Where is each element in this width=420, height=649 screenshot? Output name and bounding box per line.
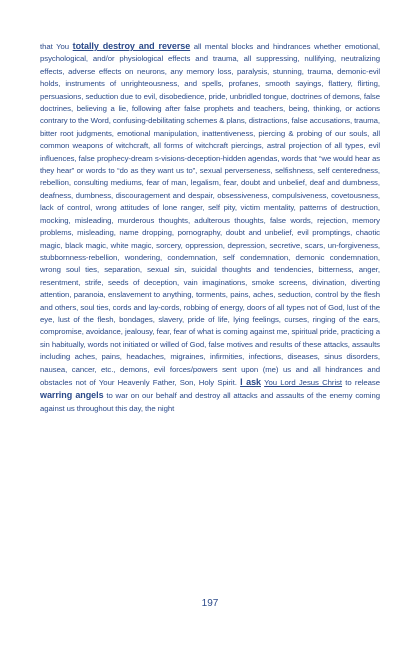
text-segment: to release xyxy=(342,377,380,387)
body-paragraph xyxy=(40,40,380,415)
emphasis-i-ask: I ask xyxy=(240,376,261,387)
text-segment: all mental blocks and hindrances whether emotional, psychological, and/or physiological effects and trauma, all suppressing, nullifying, neutralizing effects, adverse effects on neurons, any memory loss, paralysis, stunning, trauma, demonic-evil holds, instruments of unrighteousness, and spells, profanes, smooth sayings, flattery, flirting, persuasions, seduction due to evil, disobedience, pride, unbridled tongue, doctrines of demons, false doctrines, believing a lie, following after false prophets and teachers, being, thinking, or actions contrary to the Word, confusing-debilitating schemes & plans, distractions, false accusations, trauma, bitter root judgments, emotional manipulation, inattentiveness, piercing & probing of our souls, all common weapons of witchcraft, all forms of witchcraft piercings, astral projection of all types, evil influences, false prophecy-dream s-visions-deception-hidden agendas, words that xyxy=(40,42,380,163)
emphasis-lord-jesus: You Lord Jesus Christ xyxy=(264,377,343,387)
text-segment: to war on our behalf and destroy all attacks and assaults of the enemy coming against us throughout this day, the night xyxy=(40,391,380,413)
emphasis-warring-angels: warring angels xyxy=(40,390,104,401)
page-number: 197 xyxy=(201,598,219,609)
text-segment: that You xyxy=(40,42,73,51)
emphasis-destroy-reverse: totally destroy and reverse xyxy=(72,41,191,51)
text-segment: , sexual perverseness, selfishness, self centeredness, rebellion, consulting mediums, fear of man, legalism, fear, doubt and unbelief, deaf and dumbness, deafness, dumbness, discouragement and despair, obsessiveness, compulsiveness, covetousness, lack of control, wrong attitudes of lone ranger, self pity, victim mentality, patterns of destruction, mocking, misleading, murderous thoughts, adulterous thoughts, false words, rejection, memory problems, misleading, name dropping, pornography, doubt and unbelief, evil promptings, chaotic magic, black magic, white magic, sorcery, oppression, depression, secretive, scars, un-forgiveness, stubbornness-rebellion, wondering, condemnation, self condemnation, demonic condemnation, wrong soul ties, separation, sexual sin, suicidal thoughts and tendencies, bitterness, anger, resentment, strife, seeds of deception, vain imaginations, smoke screens, divination, diverting attention, paranoia, enslavement to anything, torments, pains, aches, seduction, control by the flesh and others, soul ties, cords and lay-cords, robbing of energy, doors of all types not of God, lust of the eye, lust of the flesh, bondages, slavery, pride of life, lying feelings, curses, ringing of the ears, compromise, avoidance, jealousy, fear, fear of what is coming against me, spiritual pride, practicing a sin habitually, words not initiated or willed of God, false motives and results of these attacks, assaults including aches, pains, headaches, migraines, infirmities, infections, diseases, sinus disorders, nausea, cancer, etc., demons, evil forces/powers sent upon (me) us and all hindrances and obstacles not of Your Heavenly Father, Son, Holy Spirit. xyxy=(40,166,380,387)
quoted-phrase: “we would hear as they hear” or words to “do as they want us to” xyxy=(40,153,380,176)
